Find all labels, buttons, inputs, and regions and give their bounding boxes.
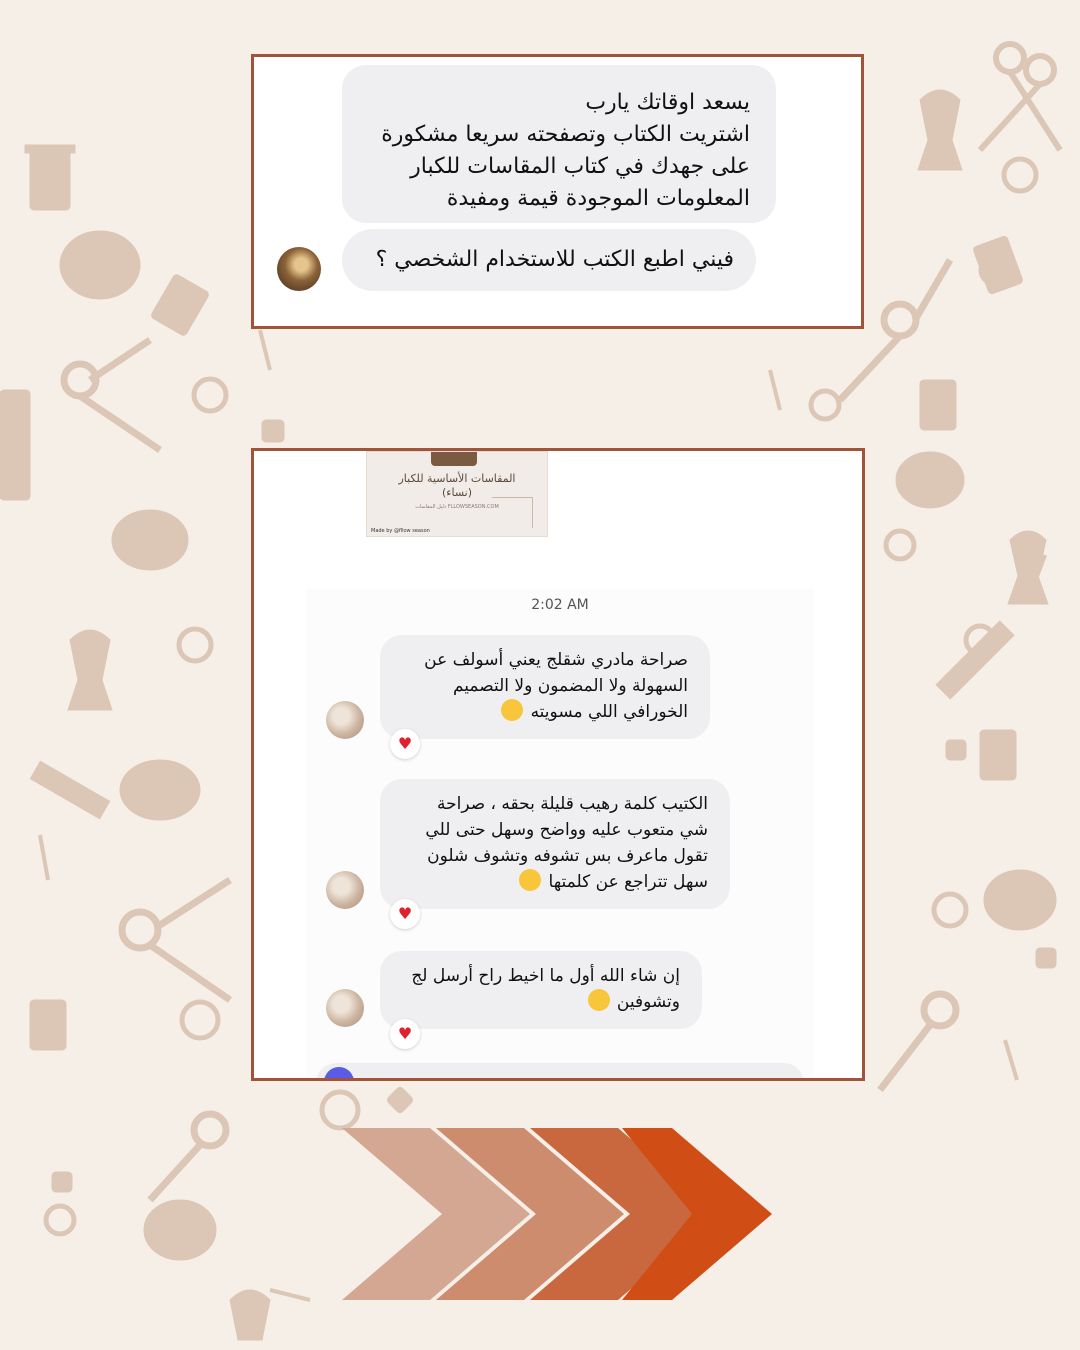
message-line: اشتريت الكتاب وتصفحته سريعا مشكورة bbox=[381, 122, 750, 147]
message-line: الكتيب كلمة رهيب قليلة بحقه ، صراحة bbox=[436, 794, 708, 814]
heart-reaction-icon[interactable]: ♥ bbox=[390, 729, 420, 759]
book-title-line: (نساء) bbox=[442, 486, 472, 499]
timestamp: 2:02 AM bbox=[531, 597, 589, 613]
message-text: سهل تتراجع عن كلمتها bbox=[548, 872, 708, 892]
message-bubble: فيني اطبع الكتب للاستخدام الشخصي ؟ bbox=[342, 229, 756, 291]
heart-reaction-icon[interactable]: ♥ bbox=[390, 899, 420, 929]
message-line: المعلومات الموجودة قيمة ومفيدة bbox=[446, 186, 750, 211]
message-line: السهولة ولا المضمون ولا التصميم bbox=[452, 676, 688, 696]
message-line: على جهدك في كتاب المقاسات للكبار bbox=[410, 154, 750, 179]
message-text: وتشوفين bbox=[616, 992, 680, 1012]
message-text: الخورافي اللي مسويته bbox=[530, 702, 688, 722]
message-line: يسعد اوقاتك يارب bbox=[585, 90, 750, 115]
book-credit: Made by @fllow season bbox=[371, 528, 430, 534]
message-line: إن شاء الله أول ما اخيط راح أرسل لج bbox=[411, 966, 680, 986]
heart-reaction-icon[interactable]: ♥ bbox=[390, 1019, 420, 1049]
message-line: صراحة مادري شقلج يعني أسولف عن bbox=[424, 650, 688, 670]
message-line: تقول ماعرف بس تشوفه وتشوف شلون bbox=[427, 846, 708, 866]
book-subtitle: دليل المقاسات FLLOWSEASON.COM bbox=[415, 504, 499, 510]
message-line: شي متعوب عليه وواضح وسهل حتى للي bbox=[425, 820, 708, 840]
book-title-line: المقاسات الأساسية للكبار bbox=[398, 472, 516, 485]
